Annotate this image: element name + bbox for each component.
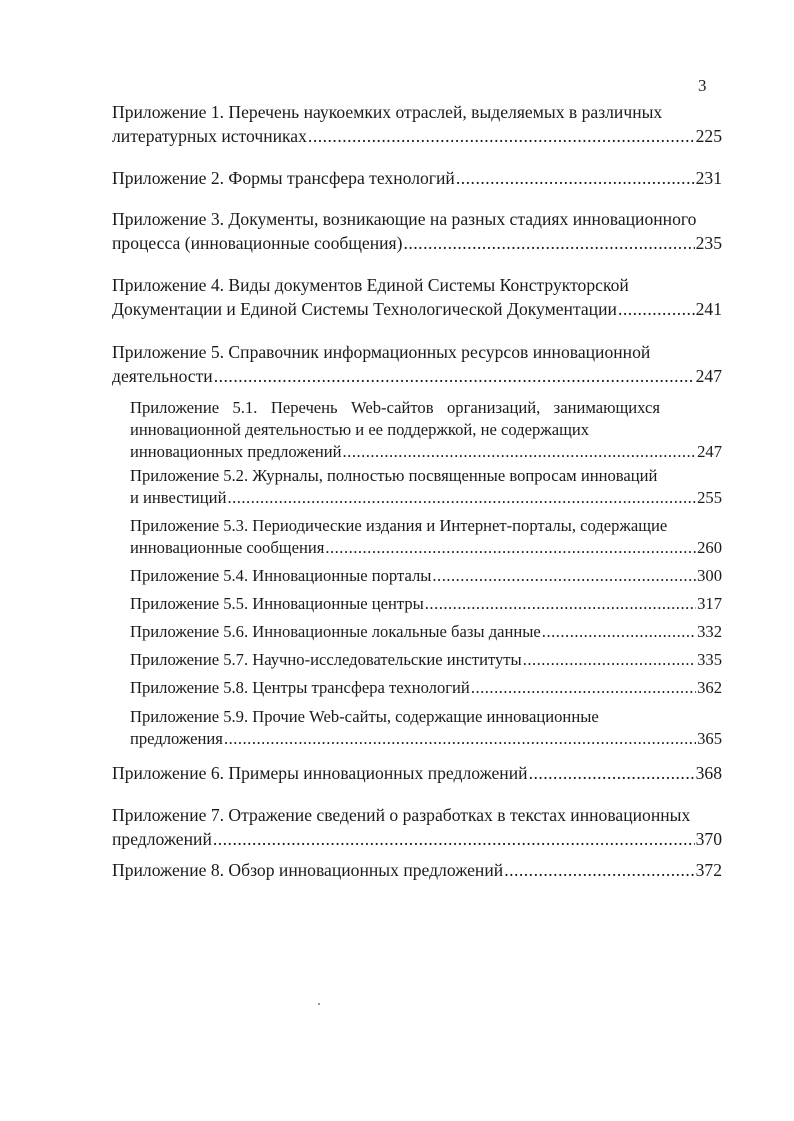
toc-entry-appendix-7[interactable] <box>112 803 722 851</box>
dot-leader <box>456 166 695 190</box>
toc-entry-page: 231 <box>695 168 722 188</box>
dot-leader <box>523 649 696 671</box>
toc-entry-title-tail: инновационные сообщения <box>130 538 325 557</box>
dot-leader <box>504 858 694 882</box>
toc-entry-appendix-6[interactable] <box>112 761 722 785</box>
toc-entry-page: 235 <box>695 233 722 253</box>
toc-entry-page: 372 <box>695 860 722 880</box>
toc-entry-page: 247 <box>697 442 722 461</box>
toc-entry-appendix-5-6[interactable] <box>130 621 722 643</box>
toc-entry-appendix-5-9[interactable] <box>130 706 722 750</box>
toc-entry-title: Приложение 7. Отражение сведений о разработках в текстах инновационных <box>112 805 691 825</box>
toc-entry-title: Приложение 3. Документы, возникающие на разных стадиях инновационного <box>112 209 697 229</box>
toc-entry-appendix-5-1[interactable] <box>130 397 722 463</box>
toc-entry-page: 241 <box>695 299 722 319</box>
toc-entry-title-tail: инновационных предложений <box>130 442 342 461</box>
toc-entry-appendix-5[interactable] <box>112 340 722 388</box>
toc-entry-title-tail: и инвестиций <box>130 488 227 507</box>
toc-entry-leader-line <box>112 827 722 851</box>
toc-entry-title-tail: Документации и Единой Системы Технологической Документации <box>112 299 617 319</box>
toc-entry-appendix-5-7[interactable] <box>130 649 722 671</box>
toc-entry-page: 300 <box>697 566 722 585</box>
toc-entry-title: Приложение 5.7. Научно-исследовательские институты <box>130 650 522 669</box>
toc-entry-leader-line <box>112 166 722 190</box>
toc-entry-title: Приложение 5.2. Журналы, полностью посвященные вопросам инноваций <box>130 466 658 485</box>
toc-entry-page: 260 <box>697 538 722 557</box>
toc-entry-title: Приложение 6. Примеры инновационных предложений <box>112 763 528 783</box>
toc-entry-title: Приложение 5.3. Периодические издания и Интернет-порталы, содержащие <box>130 516 668 535</box>
toc-entry-leader-line <box>112 231 722 255</box>
scan-speck <box>318 1003 320 1005</box>
toc-entry-page: 368 <box>695 763 722 783</box>
toc-entry-title: Приложение 5.8. Центры трансфера технологий <box>130 678 470 697</box>
toc-entry-page: 247 <box>695 366 722 386</box>
toc-entry-title-tail: предложений <box>112 829 212 849</box>
toc-entry-title-tail: предложения <box>130 729 223 748</box>
toc-entry-leader-line <box>130 677 722 699</box>
toc-entry-appendix-5-8[interactable] <box>130 677 722 699</box>
toc-entry-page: 335 <box>697 650 722 669</box>
toc-entry-page: 362 <box>697 678 722 697</box>
toc-entry-title: Приложение 8. Обзор инновационных предложений <box>112 860 504 880</box>
dot-leader <box>542 621 696 643</box>
toc-entry-page: 317 <box>697 594 722 613</box>
toc-entry-title: Приложение 5.6. Инновационные локальные базы данные <box>130 622 541 641</box>
toc-entry-leader-line <box>130 621 722 643</box>
toc-entry-leader-line <box>112 858 722 882</box>
page-number: 3 <box>698 76 707 95</box>
toc-entry-appendix-4[interactable] <box>112 273 722 321</box>
toc-entry-leader-line <box>130 441 722 463</box>
toc-entry-appendix-5-2[interactable] <box>130 465 722 509</box>
toc-entry-leader-line <box>112 124 722 148</box>
toc-entry-appendix-5-4[interactable] <box>130 565 722 587</box>
toc-entry-title-tail: деятельности <box>112 366 213 386</box>
dot-leader <box>213 827 695 851</box>
dot-leader <box>529 761 695 785</box>
toc-entry-leader-line <box>130 565 722 587</box>
dot-leader <box>227 487 696 509</box>
dot-leader <box>432 565 696 587</box>
dot-leader <box>308 124 695 148</box>
toc-entry-title-tail: литературных источниках <box>112 126 307 146</box>
dot-leader <box>425 593 696 615</box>
toc-entry-title: Приложение 5.1. Перечень Web-сайтов организаций, занимающихся инновационной деятельностью и ее поддержкой, не содержащих <box>130 398 660 439</box>
toc-entry-page: 225 <box>695 126 722 146</box>
toc-entry-title: Приложение 5.4. Инновационные порталы <box>130 566 432 585</box>
toc-entry-title: Приложение 1. Перечень наукоемких отраслей, выделяемых в различных <box>112 102 663 122</box>
toc-entry-leader-line <box>130 728 722 750</box>
toc-entry-leader-line <box>112 761 722 785</box>
toc-entry-leader-line <box>130 649 722 671</box>
dot-leader <box>214 364 695 388</box>
dot-leader <box>224 728 696 750</box>
toc-entry-leader-line <box>130 537 722 559</box>
toc-entry-appendix-1[interactable] <box>112 100 722 148</box>
toc-entry-page: 365 <box>697 729 722 748</box>
toc-entry-title: Приложение 5.5. Инновационные центры <box>130 594 424 613</box>
toc-entry-appendix-5-3[interactable] <box>130 515 722 559</box>
toc-entry-page: 370 <box>695 829 722 849</box>
toc-entry-appendix-3[interactable] <box>112 207 722 255</box>
toc-entry-title: Приложение 5.9. Прочие Web-сайты, содержащие инновационные <box>130 707 599 726</box>
toc-entry-appendix-2[interactable] <box>112 166 722 190</box>
toc-entry-title-tail: процесса (инновационные сообщения) <box>112 233 403 253</box>
dot-leader <box>325 537 696 559</box>
dot-leader <box>343 441 697 463</box>
toc-entry-appendix-8[interactable] <box>112 858 722 882</box>
toc-entry-leader-line <box>130 593 722 615</box>
toc-entry-leader-line <box>130 487 722 509</box>
toc-entry-page: 255 <box>697 488 722 507</box>
toc-entry-page: 332 <box>697 622 722 641</box>
toc-entry-title: Приложение 5. Справочник информационных ресурсов инновационной <box>112 342 651 362</box>
toc-entry-leader-line <box>112 297 722 321</box>
toc-entry-leader-line <box>112 364 722 388</box>
dot-leader <box>403 231 694 255</box>
dot-leader <box>618 297 695 321</box>
toc-entry-appendix-5-5[interactable] <box>130 593 722 615</box>
dot-leader <box>471 677 696 699</box>
toc-entry-title: Приложение 2. Формы трансфера технологий <box>112 168 455 188</box>
toc-entry-title: Приложение 4. Виды документов Единой Системы Конструкторской <box>112 275 629 295</box>
